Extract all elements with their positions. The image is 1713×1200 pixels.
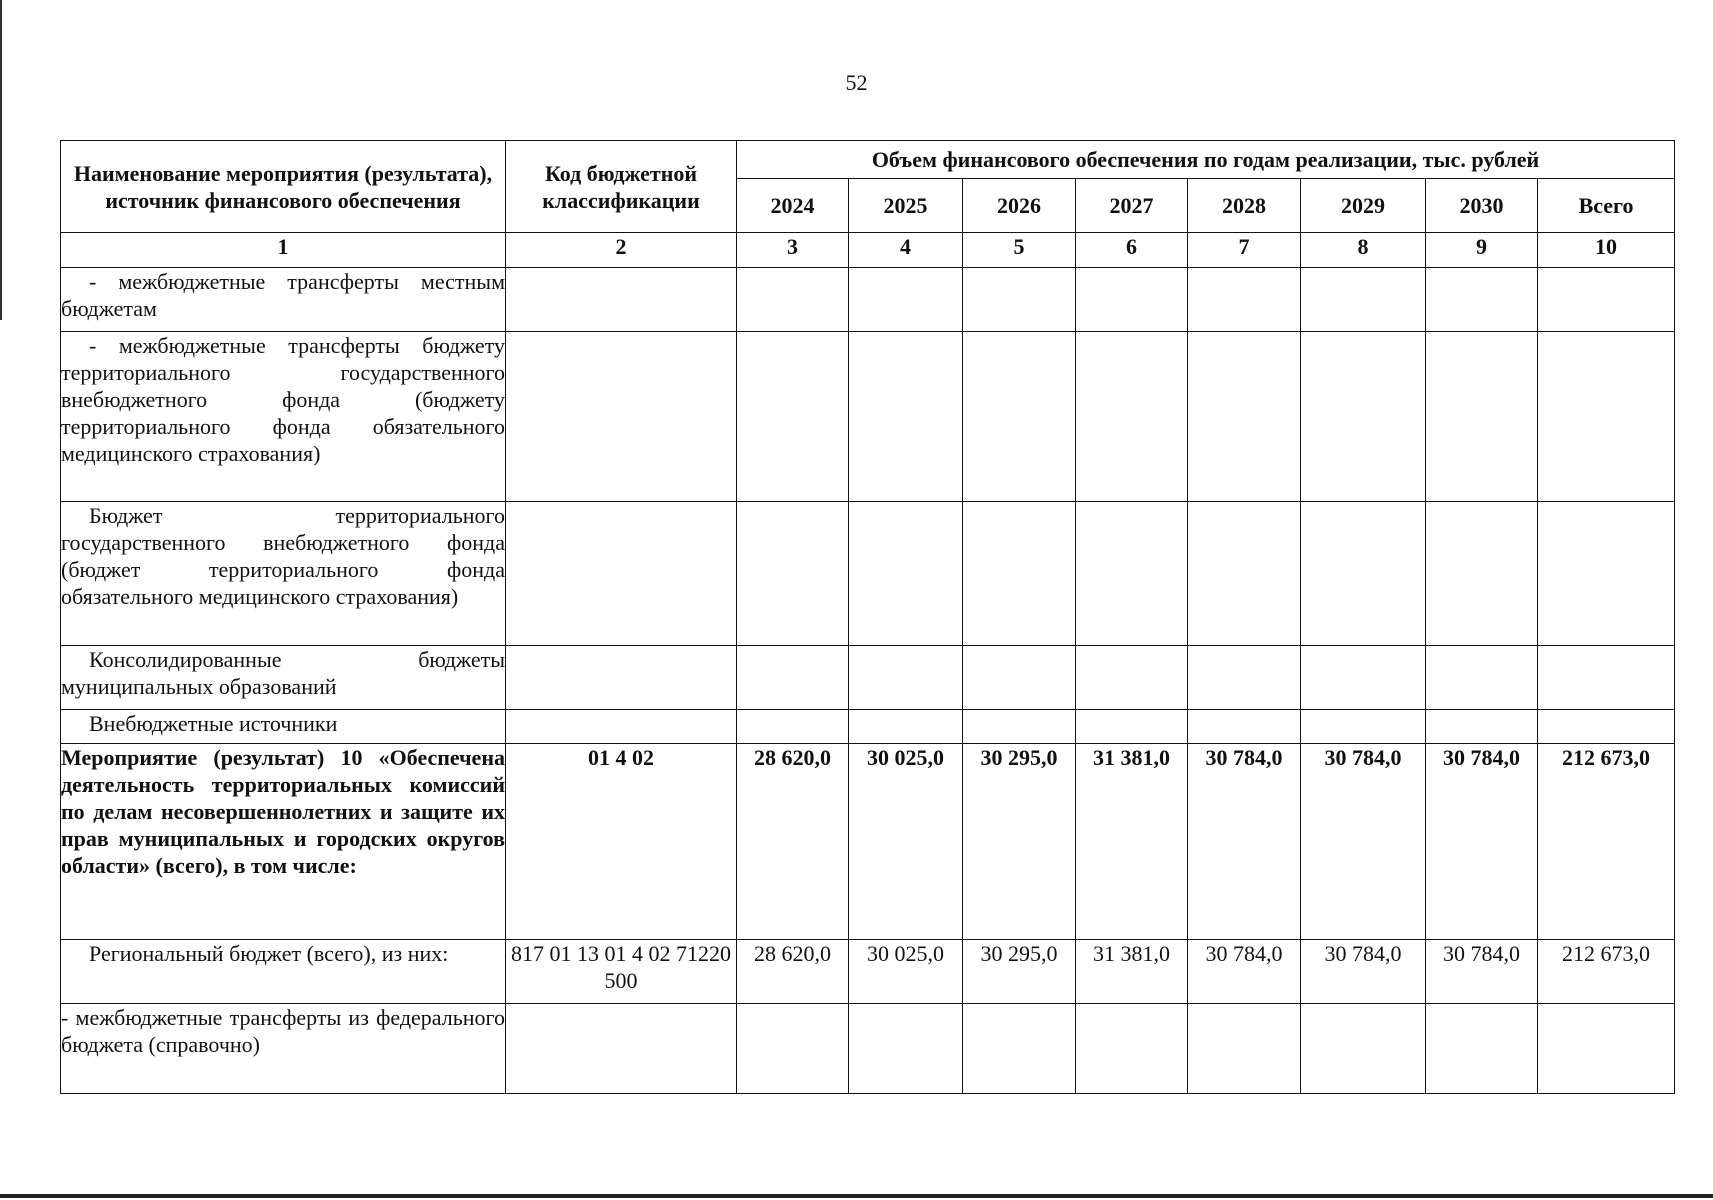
header-year: 2029 xyxy=(1301,179,1426,233)
table-row xyxy=(61,268,1675,332)
row-value: 30 025,0 xyxy=(849,744,963,940)
row-value xyxy=(1301,1004,1426,1094)
row-name: Мероприятие (результат) 10 «Обеспечена деятельность территориальных комиссий по делам несовершеннолетних и защите их прав муниципальных и городских округов области» (всего), в том числе: xyxy=(61,744,506,940)
row-value xyxy=(963,268,1076,332)
row-name: - межбюджетные трансферты местным бюджетам xyxy=(61,268,506,332)
row-value xyxy=(1538,710,1675,744)
table-row xyxy=(61,646,1675,710)
row-value xyxy=(963,646,1076,710)
header-total: Всего xyxy=(1538,179,1675,233)
row-value: 30 295,0 xyxy=(963,940,1076,1004)
row-value xyxy=(1301,646,1426,710)
column-number: 4 xyxy=(849,233,963,268)
row-value: 30 784,0 xyxy=(1301,744,1426,940)
row-value xyxy=(1426,332,1538,502)
row-value xyxy=(963,1004,1076,1094)
row-value xyxy=(963,502,1076,646)
row-value xyxy=(1538,646,1675,710)
column-number: 1 xyxy=(61,233,506,268)
row-value xyxy=(1188,1004,1301,1094)
column-number: 8 xyxy=(1301,233,1426,268)
header-year: 2028 xyxy=(1188,179,1301,233)
row-value xyxy=(1076,1004,1188,1094)
row-value xyxy=(737,646,849,710)
row-code: 01 4 02 xyxy=(506,744,737,940)
table-row xyxy=(61,1004,1675,1094)
row-value: 28 620,0 xyxy=(737,940,849,1004)
row-value xyxy=(963,710,1076,744)
row-code xyxy=(506,646,737,710)
row-value: 30 784,0 xyxy=(1301,940,1426,1004)
row-value xyxy=(849,710,963,744)
row-value xyxy=(1538,268,1675,332)
row-value xyxy=(1301,268,1426,332)
row-code xyxy=(506,502,737,646)
row-value xyxy=(737,710,849,744)
row-name: Консолидированные бюджеты муниципальных образований xyxy=(61,646,506,710)
page-number: 52 xyxy=(845,70,868,95)
column-number: 3 xyxy=(737,233,849,268)
row-value xyxy=(1301,502,1426,646)
row-name: - межбюджетные трансферты бюджету территориального государственного внебюджетного фонда (бюджету территориального фонда обязательного медицинского страхования) xyxy=(61,332,506,502)
table-row-activity-10 xyxy=(61,744,1675,940)
header-name: Наименование мероприятия (результата), источник финансового обеспечения xyxy=(61,141,506,233)
row-name: - межбюджетные трансферты из федерального бюджета (справочно) xyxy=(61,1004,506,1094)
row-name: Внебюджетные источники xyxy=(61,710,506,744)
row-value xyxy=(1076,710,1188,744)
row-code xyxy=(506,1004,737,1094)
scan-edge-left xyxy=(0,0,2,320)
column-number: 10 xyxy=(1538,233,1675,268)
column-number: 9 xyxy=(1426,233,1538,268)
row-value: 31 381,0 xyxy=(1076,940,1188,1004)
header-group: Объем финансового обеспечения по годам реализации, тыс. рублей xyxy=(737,141,1675,179)
column-number: 7 xyxy=(1188,233,1301,268)
row-value: 30 784,0 xyxy=(1426,940,1538,1004)
table-row xyxy=(61,502,1675,646)
row-value xyxy=(1076,502,1188,646)
row-code xyxy=(506,710,737,744)
row-value xyxy=(1301,710,1426,744)
row-value: 31 381,0 xyxy=(1076,744,1188,940)
header-year: 2027 xyxy=(1076,179,1188,233)
row-value xyxy=(849,332,963,502)
row-value xyxy=(1426,1004,1538,1094)
row-value xyxy=(1538,1004,1675,1094)
row-value xyxy=(849,1004,963,1094)
row-value xyxy=(1426,502,1538,646)
row-value xyxy=(849,268,963,332)
row-value xyxy=(849,502,963,646)
header-year: 2025 xyxy=(849,179,963,233)
row-value: 30 784,0 xyxy=(1188,940,1301,1004)
row-name: Бюджет территориального государственного внебюджетного фонда (бюджет территориального фонда обязательного медицинского страхования) xyxy=(61,502,506,646)
header-code: Код бюджетной классификации xyxy=(506,141,737,233)
row-value xyxy=(1076,332,1188,502)
scan-edge-bottom xyxy=(0,1194,1713,1198)
row-value xyxy=(963,332,1076,502)
row-code: 817 01 13 01 4 02 71220 500 xyxy=(506,940,737,1004)
column-number-row xyxy=(61,233,1675,268)
row-value xyxy=(737,268,849,332)
row-value xyxy=(1188,710,1301,744)
row-value: 212 673,0 xyxy=(1538,744,1675,940)
row-value xyxy=(1188,502,1301,646)
row-name: Региональный бюджет (всего), из них: xyxy=(61,940,506,1004)
column-number: 6 xyxy=(1076,233,1188,268)
row-value xyxy=(737,1004,849,1094)
row-code xyxy=(506,268,737,332)
row-value xyxy=(1538,332,1675,502)
row-value xyxy=(1188,268,1301,332)
row-value xyxy=(1426,646,1538,710)
row-value: 30 784,0 xyxy=(1426,744,1538,940)
header-year: 2030 xyxy=(1426,179,1538,233)
row-value: 30 784,0 xyxy=(1188,744,1301,940)
column-number: 5 xyxy=(963,233,1076,268)
row-value: 30 295,0 xyxy=(963,744,1076,940)
row-value xyxy=(1076,268,1188,332)
row-value xyxy=(1301,332,1426,502)
table-row xyxy=(61,332,1675,502)
header-year: 2026 xyxy=(963,179,1076,233)
row-value xyxy=(737,502,849,646)
row-value xyxy=(1426,710,1538,744)
table-row xyxy=(61,940,1675,1004)
row-value xyxy=(1426,268,1538,332)
row-code xyxy=(506,332,737,502)
row-value: 30 025,0 xyxy=(849,940,963,1004)
row-value: 212 673,0 xyxy=(1538,940,1675,1004)
header-year: 2024 xyxy=(737,179,849,233)
row-value xyxy=(1076,646,1188,710)
row-value xyxy=(1188,332,1301,502)
row-value xyxy=(1538,502,1675,646)
financing-table xyxy=(60,140,1675,1094)
column-number: 2 xyxy=(506,233,737,268)
table-row xyxy=(61,710,1675,744)
row-value xyxy=(737,332,849,502)
row-value xyxy=(1188,646,1301,710)
row-value xyxy=(849,646,963,710)
row-value: 28 620,0 xyxy=(737,744,849,940)
